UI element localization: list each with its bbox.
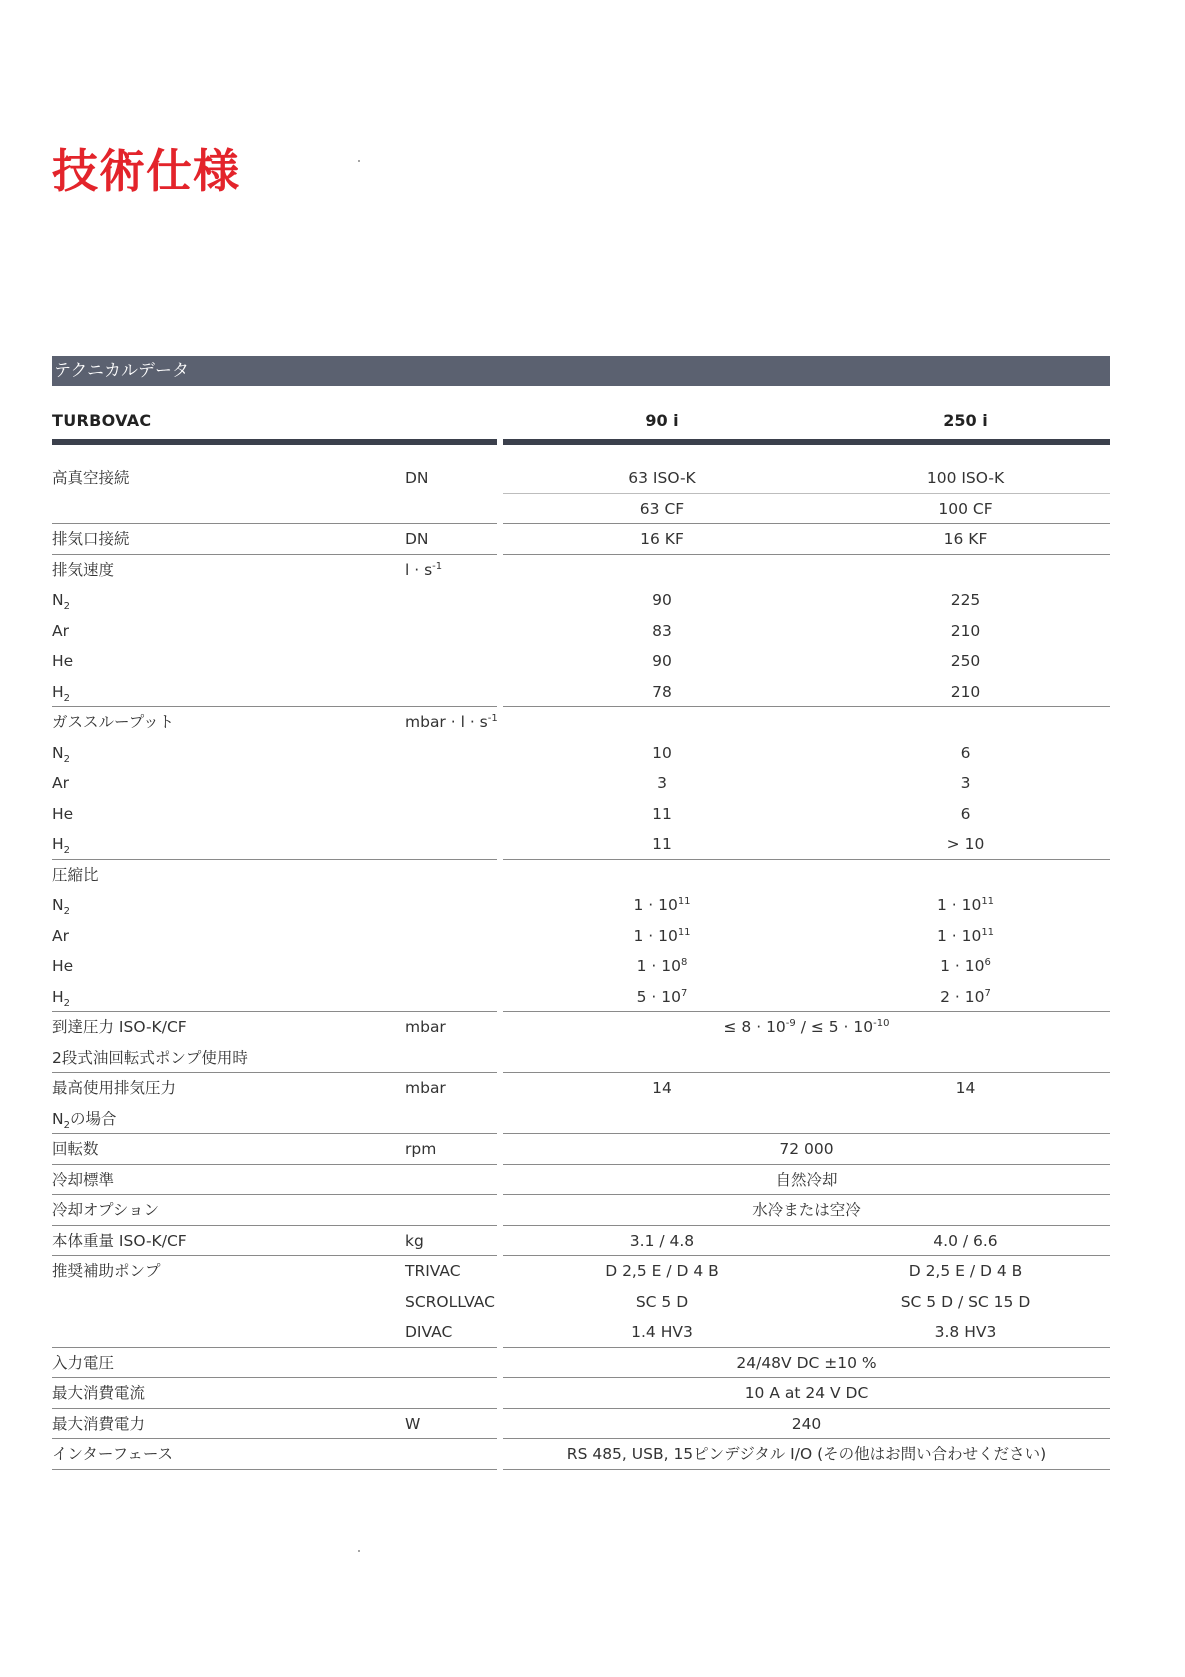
row-label	[52, 1444, 173, 1464]
value-text: 水冷または空冷	[752, 1201, 861, 1219]
value-90i	[503, 804, 821, 824]
value-90i	[503, 468, 821, 488]
row-unit	[405, 468, 429, 488]
value-250i	[821, 1231, 1110, 1251]
value-250i	[821, 956, 1110, 976]
table-row	[0, 1378, 1185, 1409]
table-row	[0, 677, 1185, 708]
row-unit-text: TRIVAC	[405, 1262, 461, 1280]
value-text: 11	[652, 804, 672, 823]
value-text: 225	[950, 591, 981, 609]
row-label-text: 入力電圧	[52, 1353, 115, 1372]
value-250i	[821, 773, 1110, 793]
table-row	[0, 555, 1185, 586]
row-label-text: 排気速度	[52, 560, 115, 579]
value-text: 4.0 / 6.6	[933, 1231, 998, 1250]
value-text: 1 · 10	[940, 957, 985, 975]
value-90i	[503, 1322, 821, 1342]
row-label-text: 最大消費電力	[52, 1414, 146, 1433]
value-text: 210	[950, 621, 981, 640]
row-unit	[405, 1292, 495, 1312]
value-text: 自然冷却	[775, 1170, 838, 1189]
row-label-text: 本体重量 ISO-K/CF	[52, 1231, 187, 1250]
row-label-text: 回転数	[52, 1140, 99, 1158]
row-label-subscript: 2	[63, 601, 70, 613]
value-exponent: 11	[981, 926, 995, 938]
value-90i	[503, 621, 821, 641]
row-unit	[405, 1322, 452, 1342]
table-row	[0, 616, 1185, 647]
value-text: 90	[652, 591, 672, 609]
row-label	[52, 621, 69, 641]
value-250i	[821, 1261, 1110, 1281]
table-row	[0, 768, 1185, 799]
row-label	[52, 651, 73, 671]
value-text: 72 000	[779, 1140, 834, 1158]
row-label	[52, 1231, 187, 1251]
table-row	[0, 1439, 1185, 1470]
table-row	[0, 1409, 1185, 1440]
row-unit-text: W	[405, 1414, 421, 1433]
table-row	[0, 951, 1185, 982]
row-label-subscript: 2	[63, 997, 71, 1009]
value-text: 24/48V DC ±10 %	[736, 1353, 877, 1372]
value-text: 63 ISO-K	[628, 469, 696, 487]
row-label-text: He	[52, 652, 74, 670]
row-label	[52, 956, 73, 976]
row-label-text: 2段式油回転式ポンプ使用時	[52, 1048, 248, 1067]
table-row	[0, 982, 1185, 1013]
row-label	[52, 1139, 99, 1159]
value-text: 1.4 HV3	[631, 1323, 693, 1341]
value-90i	[503, 987, 821, 1007]
value-250i	[821, 804, 1110, 824]
value-90i	[503, 1078, 821, 1098]
row-unit	[405, 1139, 436, 1159]
row-label	[52, 987, 70, 1007]
row-label	[52, 773, 69, 793]
table-row	[0, 1134, 1185, 1165]
value-250i	[821, 926, 1110, 946]
value-250i	[821, 895, 1110, 915]
value-text: 1 · 10	[633, 896, 678, 914]
row-label-suffix: の場合	[69, 1109, 117, 1128]
value-text: 90	[652, 652, 672, 670]
value-90i	[503, 956, 821, 976]
table-row	[0, 1165, 1185, 1196]
row-label	[52, 590, 70, 613]
value-text: 83	[652, 621, 672, 640]
value-exponent: 7	[681, 987, 688, 999]
row-unit-text: DIVAC	[405, 1323, 453, 1341]
value-90i	[503, 926, 821, 946]
table-row	[0, 1226, 1185, 1257]
row-unit-text: DN	[405, 530, 429, 548]
row-unit	[405, 1078, 446, 1098]
row-label-text: 最高使用排気圧力	[52, 1079, 177, 1097]
row-label-text: 排気口接続	[52, 530, 130, 548]
value-exponent: 6	[984, 956, 991, 968]
row-label	[52, 1261, 161, 1281]
row-unit-exponent: -1	[487, 712, 498, 724]
value-text: 14	[955, 1079, 976, 1097]
value-250i	[821, 468, 1110, 488]
row-label	[52, 834, 71, 857]
row-unit	[405, 712, 498, 732]
table-row	[0, 1317, 1185, 1348]
value-both-models	[503, 1139, 1110, 1159]
row-label	[52, 1048, 248, 1068]
row-label	[52, 1353, 114, 1373]
value-text: 10	[652, 743, 672, 762]
value-90i	[503, 895, 821, 915]
row-unit-text: kg	[405, 1231, 424, 1250]
value-text: 6	[960, 743, 971, 762]
page-title: 技術仕様	[52, 144, 240, 198]
row-unit-text: mbar	[405, 1079, 446, 1097]
table-row	[0, 921, 1185, 952]
row-divider	[52, 1469, 497, 1470]
value-250i	[821, 743, 1110, 763]
table-row	[0, 1256, 1185, 1287]
table-row	[0, 1012, 1185, 1043]
value-text: 3	[657, 774, 667, 792]
value-text: SC 5 D	[635, 1292, 689, 1311]
value-text: 78	[652, 682, 672, 701]
row-label-text: H	[52, 682, 64, 701]
row-label	[52, 1017, 187, 1037]
value-text: / ≤ 5 · 10	[795, 1018, 874, 1036]
row-label-text: N	[52, 743, 64, 762]
row-label	[52, 926, 69, 946]
row-divider	[503, 1469, 1110, 1470]
row-label	[52, 560, 114, 580]
table-row	[0, 799, 1185, 830]
column-header-90i: 90 i	[645, 411, 679, 430]
value-90i	[503, 773, 821, 793]
row-label	[52, 1200, 159, 1220]
value-text: 1 · 10	[936, 926, 982, 945]
table-row	[0, 524, 1185, 555]
row-label	[52, 743, 70, 763]
value-text: 3.8 HV3	[934, 1323, 997, 1341]
row-unit-text: DN	[405, 469, 429, 487]
value-90i	[503, 743, 821, 763]
value-text: 3.1 / 4.8	[629, 1231, 695, 1250]
row-unit	[405, 560, 442, 580]
table-row	[0, 1104, 1185, 1135]
table-row	[0, 1287, 1185, 1318]
value-exponent: -10	[873, 1017, 890, 1029]
row-label-text: ガススループット	[52, 713, 175, 731]
column-header-250i: 250 i	[943, 411, 988, 430]
value-90i	[503, 499, 821, 519]
value-text: 14	[652, 1079, 672, 1097]
value-text: 10 A at 24 V DC	[744, 1384, 869, 1402]
row-label-text: 冷却標準	[52, 1170, 115, 1189]
value-250i	[821, 1078, 1110, 1098]
value-exponent: 11	[677, 895, 691, 907]
value-90i	[503, 1261, 821, 1281]
row-label-text: N	[52, 896, 64, 914]
row-label-subscript: 2	[63, 1119, 70, 1131]
row-label-text: 冷却オプション	[52, 1201, 160, 1219]
row-label-text: Ar	[52, 774, 69, 792]
value-text: 1 · 10	[636, 957, 681, 975]
value-text: 240	[791, 1414, 822, 1433]
value-90i	[503, 1231, 821, 1251]
value-text: 100 ISO-K	[926, 469, 1005, 487]
value-250i	[821, 651, 1110, 671]
row-label	[52, 468, 130, 488]
row-label-text: 圧縮比	[52, 865, 99, 884]
table-row	[0, 860, 1185, 891]
row-label	[52, 529, 130, 549]
row-label-subscript: 2	[63, 692, 71, 704]
table-row	[0, 585, 1185, 616]
row-label	[52, 712, 174, 732]
table-row	[0, 1043, 1185, 1074]
row-unit-text: mbar	[405, 1018, 446, 1036]
value-text: D 2,5 E / D 4 B	[908, 1262, 1023, 1280]
value-90i	[503, 529, 821, 549]
row-unit-text: SCROLLVAC	[405, 1292, 495, 1311]
row-label-text: 最大消費電流	[52, 1384, 146, 1402]
value-text: RS 485, USB, 15ピンデジタル I/O (その他はお問い合わせください)	[566, 1445, 1047, 1463]
value-250i	[821, 499, 1110, 519]
row-label-text: He	[52, 957, 74, 975]
value-text: 5 · 10	[636, 987, 681, 1006]
row-label-text: N	[52, 591, 64, 609]
row-label-text: 推奨補助ポンプ	[52, 1262, 161, 1280]
row-unit	[405, 1231, 424, 1251]
table-row	[0, 738, 1185, 769]
value-text: > 10	[946, 835, 985, 853]
row-label	[52, 682, 70, 702]
value-text: ≤ 8 · 10	[723, 1018, 786, 1036]
row-label	[52, 1170, 114, 1190]
value-both-models	[503, 1414, 1110, 1434]
row-unit-text: rpm	[405, 1140, 437, 1158]
value-90i	[503, 590, 821, 610]
value-90i	[503, 682, 821, 702]
table-row	[0, 1195, 1185, 1226]
row-label-text: N	[52, 1109, 64, 1128]
value-text: 6	[960, 804, 971, 823]
table-row	[0, 1073, 1185, 1104]
row-label	[52, 865, 99, 885]
table-row	[0, 646, 1185, 677]
value-90i	[503, 1292, 821, 1312]
row-label-text: H	[52, 987, 64, 1006]
value-250i	[821, 529, 1110, 549]
row-label-text: He	[52, 804, 74, 823]
row-label	[52, 1109, 117, 1129]
row-label-text: 高真空接続	[52, 469, 130, 487]
row-label	[52, 1383, 145, 1403]
row-label	[52, 895, 70, 918]
table-row	[0, 1348, 1185, 1379]
table-row	[0, 463, 1185, 494]
value-both-models	[503, 1383, 1110, 1403]
value-text: 1 · 10	[936, 896, 982, 914]
value-90i	[503, 834, 821, 854]
value-exponent: 8	[681, 956, 688, 968]
row-label	[52, 1414, 145, 1434]
scan-speck	[358, 1550, 360, 1552]
scan-speck	[358, 160, 360, 162]
row-label-text: Ar	[52, 926, 69, 945]
value-both-models	[503, 1017, 1110, 1037]
row-unit	[405, 1414, 420, 1434]
row-unit	[405, 1017, 446, 1037]
value-250i	[821, 682, 1110, 702]
row-label-text: 到達圧力 ISO-K/CF	[52, 1018, 187, 1036]
value-250i	[821, 987, 1110, 1007]
value-text: SC 5 D / SC 15 D	[900, 1292, 1031, 1311]
value-90i	[503, 651, 821, 671]
row-label	[52, 804, 73, 824]
table-row	[0, 829, 1185, 860]
value-text: 3	[960, 774, 971, 792]
model-label: TURBOVAC	[52, 411, 152, 430]
row-unit-text: mbar · l · s	[405, 713, 488, 731]
value-text: 100 CF	[938, 499, 993, 518]
value-text: 250	[950, 652, 981, 670]
value-exponent: 7	[984, 987, 991, 999]
value-text: 2 · 10	[940, 987, 985, 1006]
value-text: D 2,5 E / D 4 B	[605, 1262, 719, 1280]
value-text: 16 KF	[943, 530, 988, 548]
value-250i	[821, 1292, 1110, 1312]
value-250i	[821, 1322, 1110, 1342]
value-text: 210	[950, 682, 981, 701]
row-unit-exponent: -1	[432, 560, 443, 572]
row-label	[52, 1078, 176, 1098]
value-250i	[821, 621, 1110, 641]
row-label-subscript: 2	[63, 906, 70, 918]
row-unit	[405, 1261, 461, 1281]
value-exponent: 11	[981, 895, 995, 907]
row-label-subscript: 2	[63, 753, 70, 765]
value-250i	[821, 590, 1110, 610]
value-both-models	[503, 1170, 1110, 1190]
value-text: 16 KF	[640, 530, 684, 548]
table-row	[0, 890, 1185, 921]
table-row	[0, 494, 1185, 525]
row-label-text: Ar	[52, 621, 69, 640]
value-exponent: 11	[677, 926, 691, 938]
table-row	[0, 707, 1185, 738]
value-both-models	[503, 1444, 1110, 1464]
value-both-models	[503, 1200, 1110, 1220]
value-250i	[821, 834, 1110, 854]
section-title: テクニカルデータ	[54, 361, 189, 381]
row-label-subscript: 2	[63, 845, 71, 857]
value-both-models	[503, 1353, 1110, 1373]
row-unit	[405, 529, 429, 549]
value-exponent: -9	[785, 1017, 796, 1029]
row-label-text: インターフェース	[52, 1445, 174, 1463]
row-unit-text: l · s	[405, 560, 433, 579]
value-text: 1 · 10	[633, 926, 678, 945]
row-label-text: H	[52, 835, 64, 853]
value-text: 63 CF	[639, 499, 685, 518]
value-text: 11	[652, 835, 672, 853]
